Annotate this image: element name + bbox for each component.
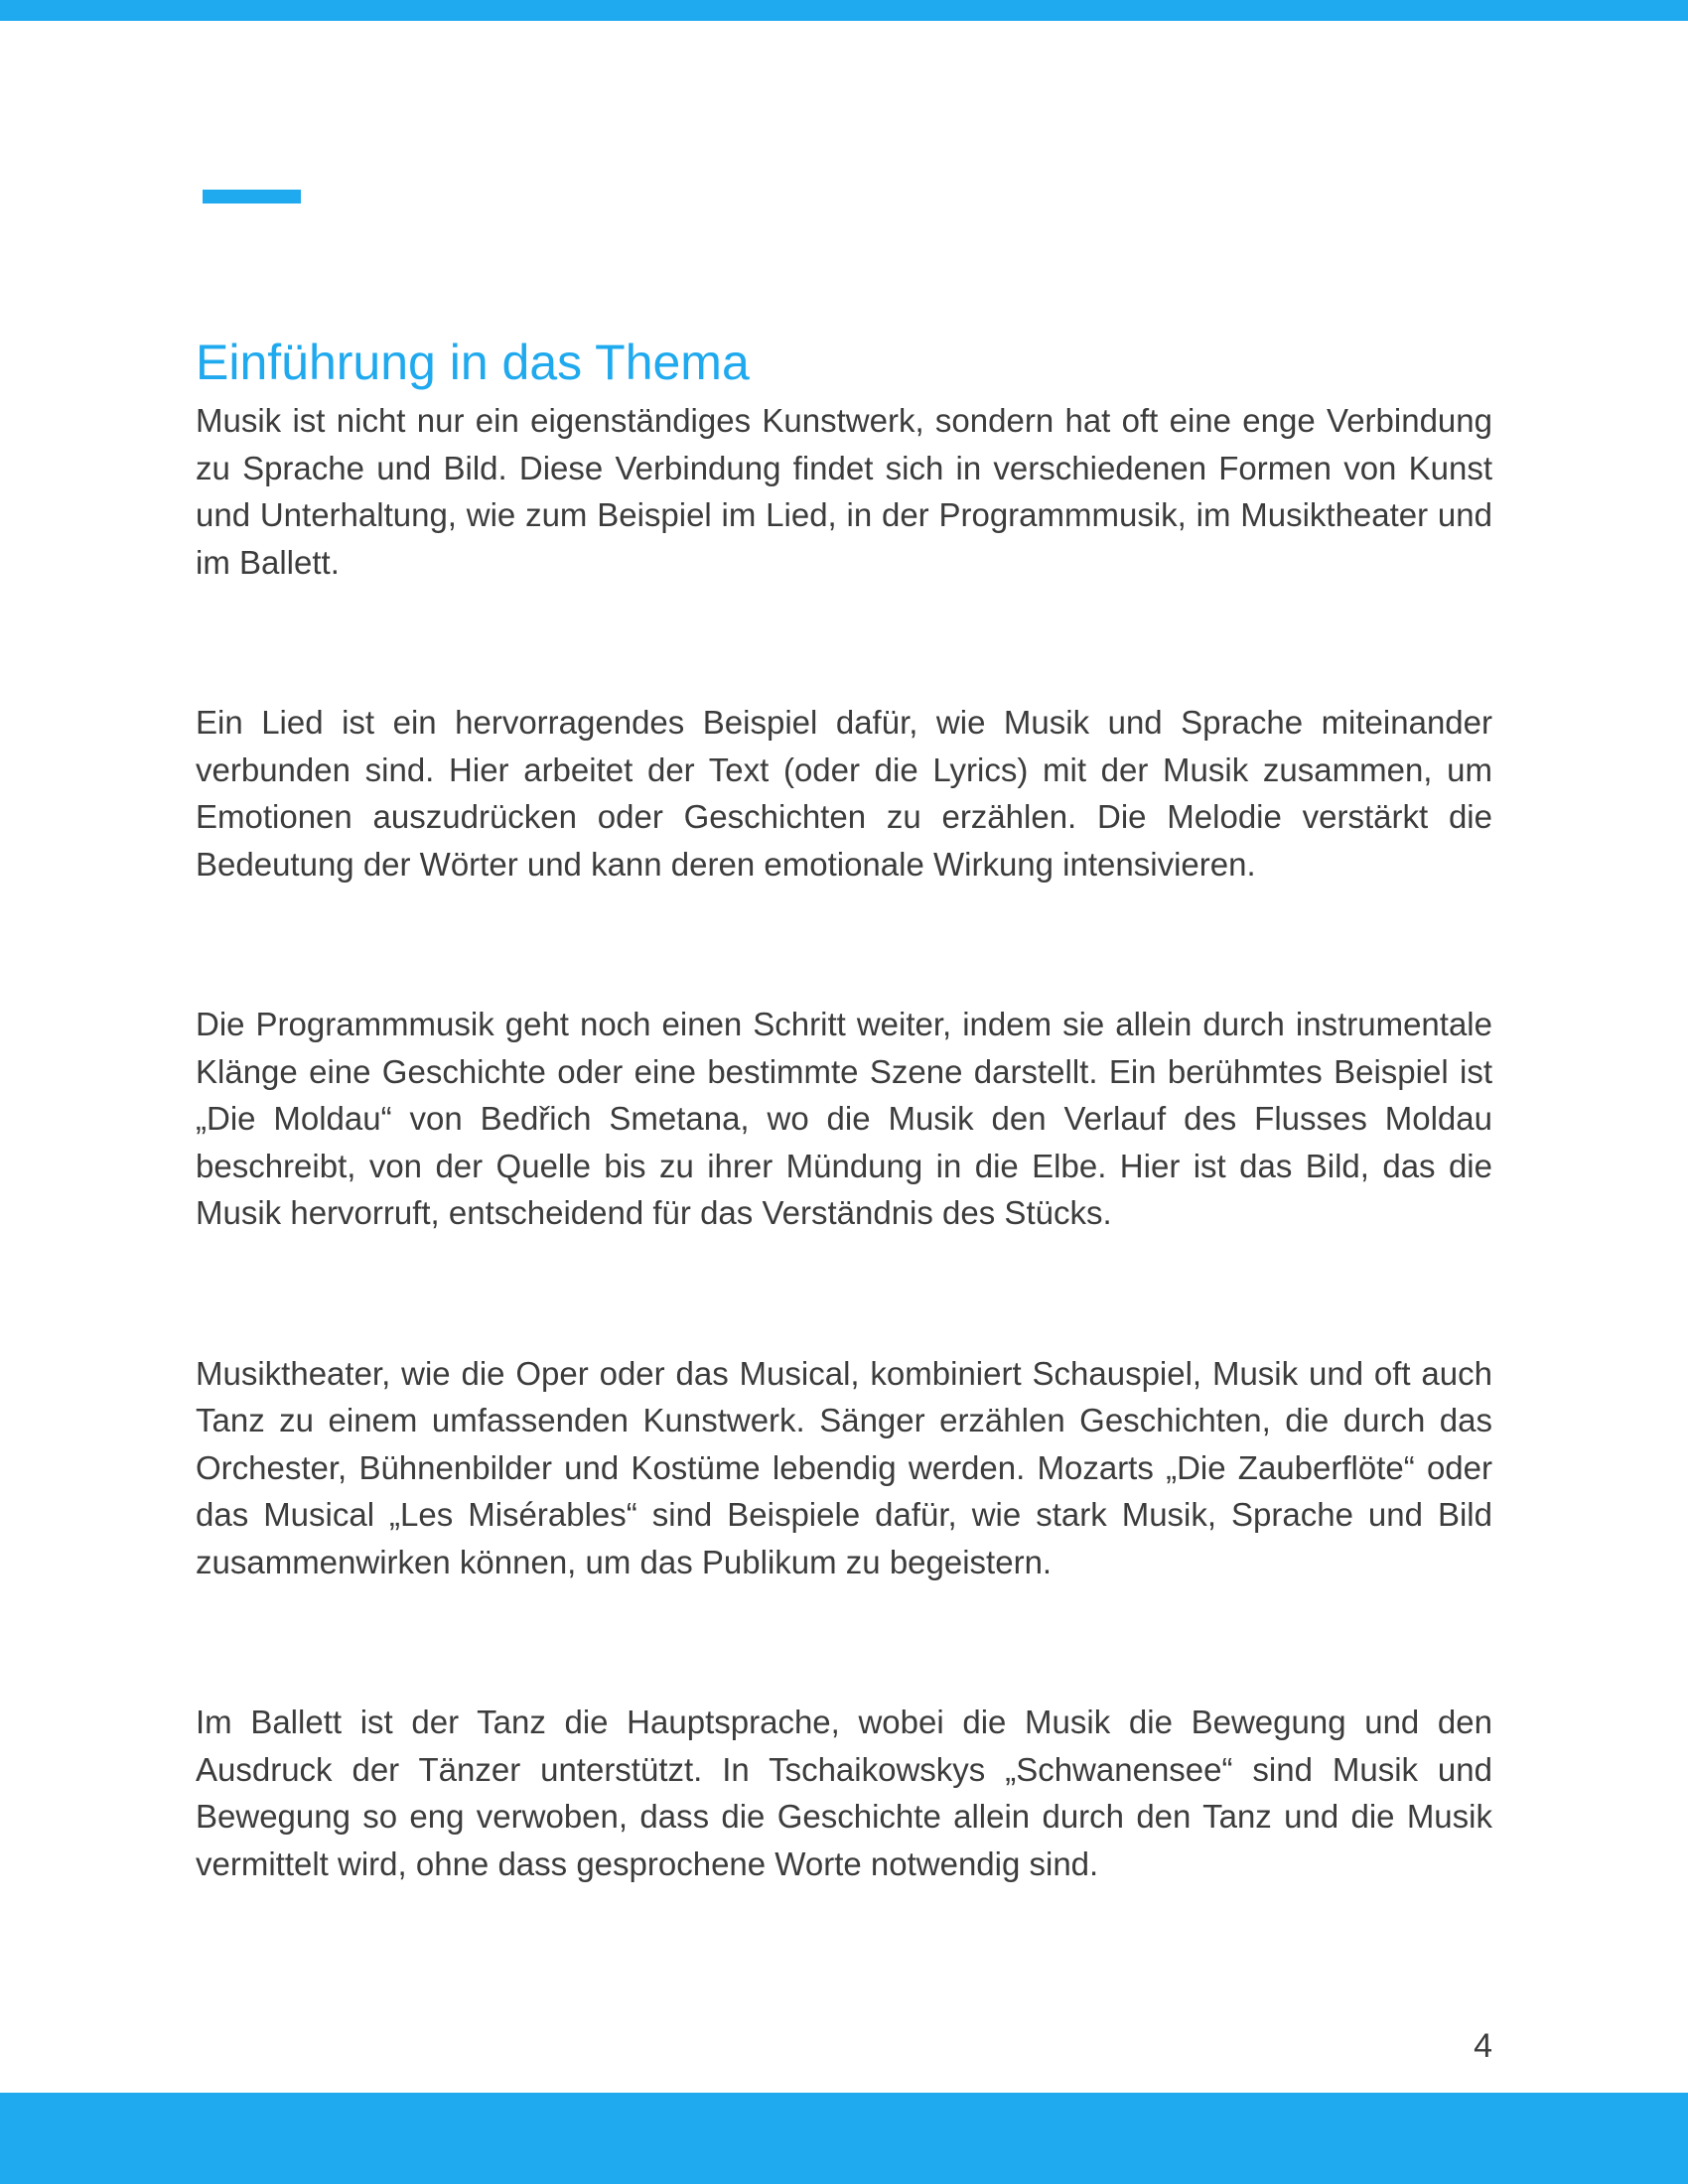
top-accent-bar xyxy=(0,0,1688,21)
text-line: Klänge eine Geschichte oder eine bestimmte Szene darstellt. Ein berühmtes Beispiel ist xyxy=(196,1052,1492,1090)
paragraph xyxy=(196,699,1492,887)
text-line: das Musical „Les Misérables“ sind Beispiele dafür, wie stark Musik, Sprache und Bild xyxy=(196,1496,1492,1533)
text-line: Musik ist nicht nur ein eigenständiges Kunstwerk, sondern hat oft eine enge Verbindung xyxy=(196,402,1492,439)
text-line: Bewegung so eng verwoben, dass die Geschichte allein durch den Tanz und die Musik xyxy=(196,1798,1492,1835)
text-line: beschreibt, von der Quelle bis zu ihrer Mündung in die Elbe. Hier ist das Bild, das die xyxy=(196,1147,1492,1184)
paragraph xyxy=(196,1699,1492,1887)
text-line: Bedeutung der Wörter und kann deren emotionale Wirkung intensivieren. xyxy=(196,845,1256,883)
text-line: „Die Moldau“ von Bedřich Smetana, wo die Musik den Verlauf des Flusses Moldau xyxy=(196,1100,1492,1137)
bottom-accent-bar xyxy=(0,2093,1688,2184)
text-line: Emotionen auszudrücken oder Geschichten zu erzählen. Die Melodie verstärkt die xyxy=(196,798,1492,835)
heading-accent-mark xyxy=(203,190,301,204)
text-line: Im Ballett ist der Tanz die Hauptsprache, wobei die Musik die Bewegung und den xyxy=(196,1704,1492,1740)
text-line: Musiktheater, wie die Oper oder das Musical, kombiniert Schauspiel, Musik und oft auch xyxy=(196,1354,1492,1392)
paragraph xyxy=(196,1001,1492,1237)
text-line: Ausdruck der Tänzer unterstützt. In Tschaikowskys „Schwanensee“ sind Musik und xyxy=(196,1750,1492,1788)
body-text xyxy=(196,397,1492,1887)
text-line: zu Sprache und Bild. Diese Verbindung findet sich in verschiedenen Formen von Kunst xyxy=(196,449,1492,486)
text-line: Musik hervorruft, entscheidend für das Verständnis des Stücks. xyxy=(196,1194,1112,1231)
paragraph xyxy=(196,397,1492,586)
paragraph xyxy=(196,1350,1492,1586)
page-number: 4 xyxy=(1474,2027,1492,2065)
text-line: Ein Lied ist ein hervorragendes Beispiel dafür, wie Musik und Sprache miteinander xyxy=(196,704,1492,741)
text-line: verbunden sind. Hier arbeitet der Text (oder die Lyrics) mit der Musik zusammen, um xyxy=(196,751,1492,788)
text-line: Tanz zu einem umfassenden Kunstwerk. Sänger erzählen Geschichten, die durch das xyxy=(196,1402,1492,1438)
text-line: Die Programmmusik geht noch einen Schritt weiter, indem sie allein durch instrumentale xyxy=(196,1006,1492,1042)
text-line: im Ballett. xyxy=(196,543,340,581)
text-line: und Unterhaltung, wie zum Beispiel im Lied, in der Programmmusik, im Musiktheater und xyxy=(196,496,1492,533)
text-line: Orchester, Bühnenbilder und Kostüme lebendig werden. Mozarts „Die Zauberflöte“ oder xyxy=(196,1448,1492,1486)
text-line: zusammenwirken können, um das Publikum zu begeistern. xyxy=(196,1543,1053,1580)
page-title: Einführung in das Thema xyxy=(196,334,750,390)
text-line: vermittelt wird, ohne dass gesprochene Worte notwendig sind. xyxy=(196,1844,1099,1882)
